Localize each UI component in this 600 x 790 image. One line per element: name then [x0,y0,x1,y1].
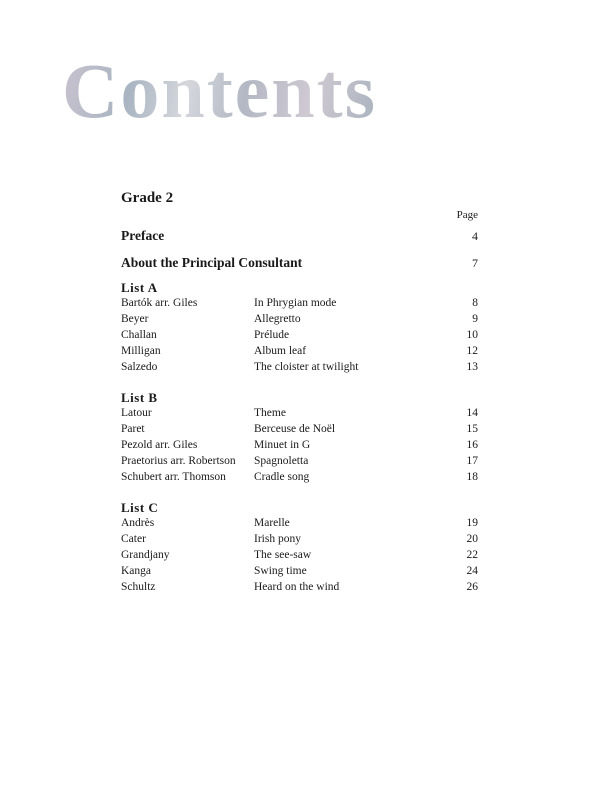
list-item [121,515,478,531]
piece-title: Spagnoletta [254,455,309,467]
list-item [121,359,478,375]
composer: Cater [121,533,146,545]
piece-title: Heard on the wind [254,581,340,593]
page-number: 10 [466,329,478,341]
page-number: 15 [466,423,478,435]
composer: Schubert arr. Thomson [121,471,226,483]
list-item [121,469,478,485]
list-item [121,437,478,453]
page-number: 18 [466,471,478,483]
page-number: 20 [466,533,478,545]
page-number: 8 [472,297,478,309]
composer: Grandjany [121,549,170,561]
page-number: 14 [466,407,478,419]
front-matter-preface [121,228,478,244]
page-number: 22 [466,549,478,561]
composer: Paret [121,423,145,435]
piece-title: Prélude [254,329,290,341]
list-item [121,563,478,579]
page-number: 24 [466,565,478,577]
grade-heading: Grade 2 [121,190,174,206]
front-matter-label: Preface [121,228,165,243]
list-b-heading: List B [121,390,158,405]
list-item [121,343,478,359]
list-item [121,405,478,421]
composer: Beyer [121,313,149,325]
page-number: 12 [466,345,478,357]
composer: Latour [121,407,152,419]
list-item [121,579,478,595]
list-item [121,531,478,547]
piece-title: Swing time [254,565,307,577]
composer: Milligan [121,345,161,357]
piece-title: In Phrygian mode [254,297,337,309]
list-item [121,421,478,437]
piece-title: Allegretto [254,313,301,325]
composer: Kanga [121,565,152,577]
composer: Bartók arr. Giles [121,297,198,309]
composer: Praetorius arr. Robertson [121,455,236,467]
piece-title: Marelle [254,517,290,529]
composer: Pezold arr. Giles [121,439,198,451]
page-number: 26 [466,581,478,593]
composer: Challan [121,329,157,341]
piece-title: Berceuse de Noël [254,423,336,435]
piece-title: The see-saw [254,549,312,561]
page-title: Contents [62,47,378,134]
list-item [121,295,478,311]
composer: Schultz [121,581,156,593]
list-a-heading: List A [121,280,158,295]
list-item [121,311,478,327]
list-item [121,327,478,343]
composer: Andrès [121,517,155,529]
piece-title: The cloister at twilight [254,361,359,373]
list-c [121,515,478,595]
page-number: 16 [466,439,478,451]
page-column-header: Page [456,209,478,221]
front-matter-page: 7 [472,256,478,270]
list-item [121,547,478,563]
list-a [121,295,478,375]
list-item [121,453,478,469]
piece-title: Minuet in G [254,439,311,451]
page-number: 9 [472,313,478,325]
page-number: 13 [466,361,478,373]
front-matter-page: 4 [472,229,478,243]
front-matter-about-consultant [121,255,478,271]
composer: Salzedo [121,361,158,373]
piece-title: Theme [254,407,286,419]
piece-title: Album leaf [254,345,307,357]
piece-title: Cradle song [254,471,310,483]
list-b [121,405,478,485]
front-matter-label: About the Principal Consultant [121,255,303,270]
list-c-heading: List C [121,500,159,515]
page-number: 19 [466,517,478,529]
piece-title: Irish pony [254,533,301,545]
page-number: 17 [466,455,478,467]
